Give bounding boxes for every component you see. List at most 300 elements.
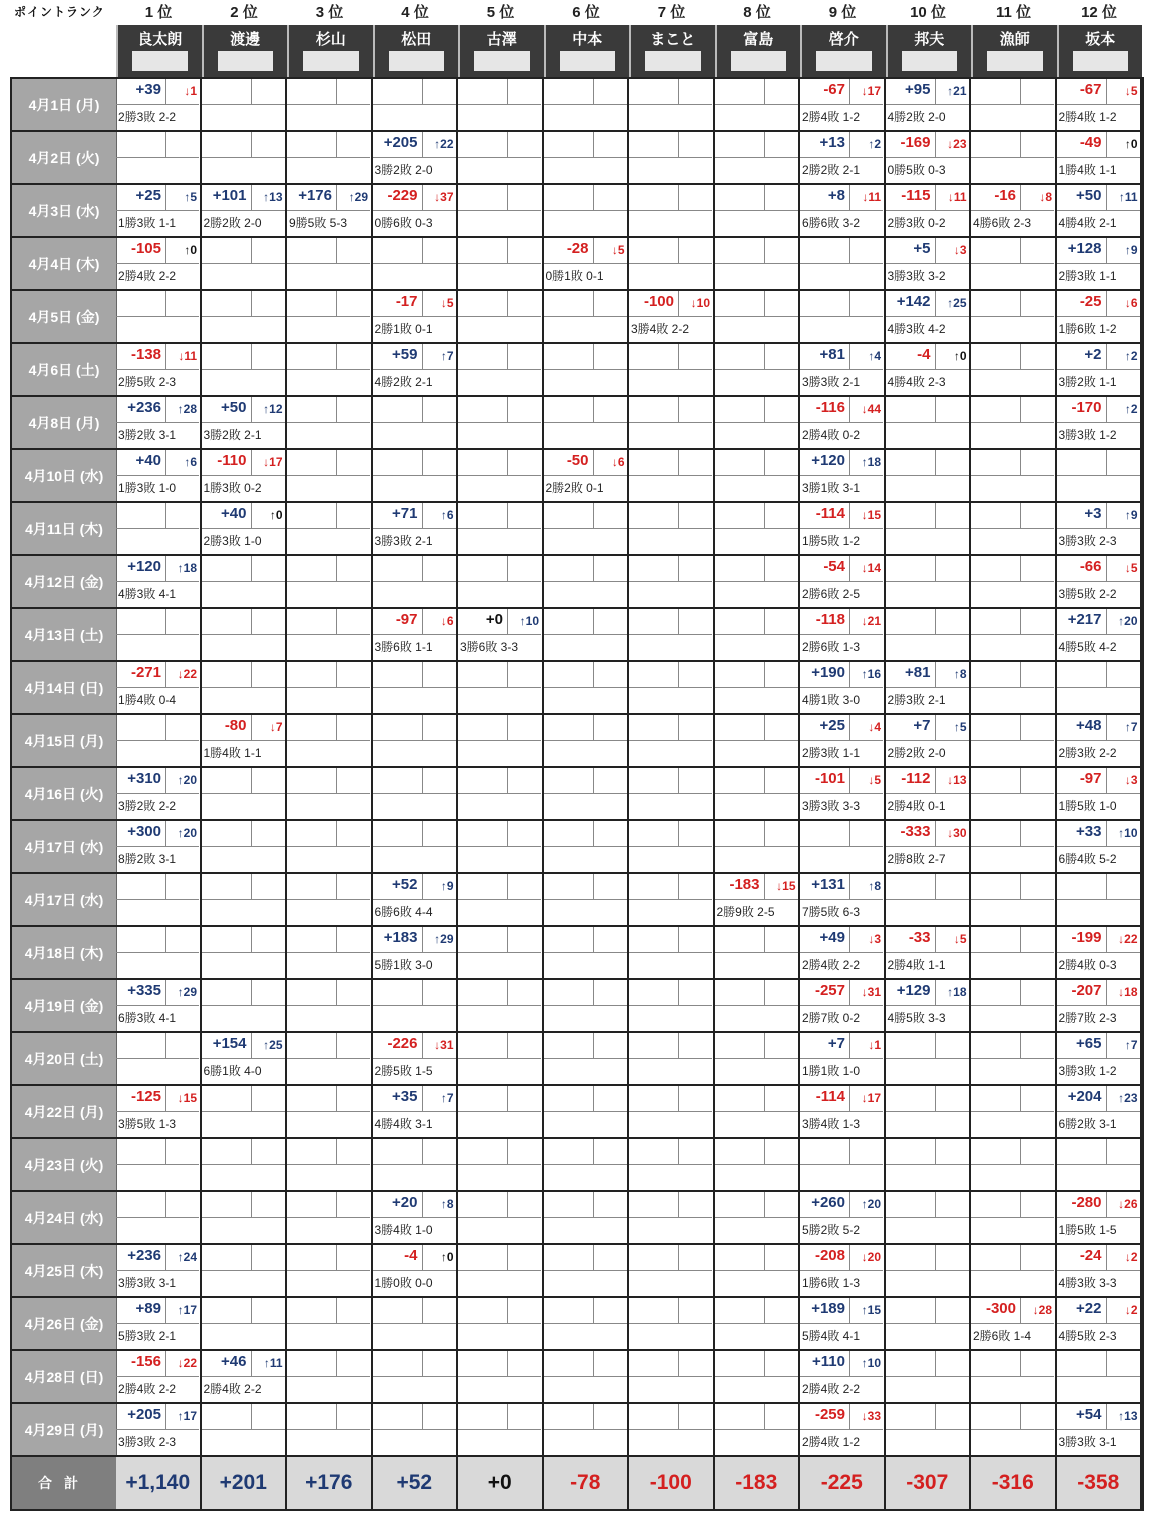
score-cell[interactable] [800, 291, 886, 342]
score-cell[interactable] [287, 1139, 373, 1190]
score-cell[interactable] [458, 238, 544, 289]
score-cell[interactable] [800, 556, 886, 607]
score-cell[interactable] [458, 291, 544, 342]
score-cell[interactable] [458, 980, 544, 1031]
score-cell[interactable] [971, 1086, 1057, 1137]
score-cell[interactable] [715, 556, 801, 607]
player-input-box[interactable] [474, 51, 530, 71]
score-cell[interactable] [373, 662, 459, 713]
score-cell[interactable] [458, 503, 544, 554]
score-cell[interactable] [287, 1245, 373, 1296]
score-cell[interactable] [971, 503, 1057, 554]
score-cell[interactable] [202, 1139, 288, 1190]
score-cell[interactable] [971, 1192, 1057, 1243]
score-cell[interactable] [971, 556, 1057, 607]
score-cell[interactable] [629, 1139, 715, 1190]
score-cell[interactable] [544, 556, 630, 607]
score-cell[interactable] [1057, 980, 1143, 1031]
score-cell[interactable] [373, 1192, 459, 1243]
score-cell[interactable] [629, 397, 715, 448]
score-cell[interactable] [971, 1404, 1057, 1455]
score-cell[interactable] [886, 556, 972, 607]
score-cell[interactable] [373, 1139, 459, 1190]
score-cell[interactable] [202, 1192, 288, 1243]
player-input-box[interactable] [987, 51, 1043, 71]
score-cell[interactable] [287, 662, 373, 713]
score-cell[interactable] [886, 450, 972, 501]
player-input-box[interactable] [816, 51, 872, 71]
score-cell[interactable] [287, 450, 373, 501]
score-cell[interactable] [1057, 556, 1143, 607]
score-cell[interactable] [886, 980, 972, 1031]
score-cell[interactable] [971, 397, 1057, 448]
score-cell[interactable] [202, 768, 288, 819]
score-cell[interactable] [886, 1404, 972, 1455]
score-cell[interactable] [116, 662, 202, 713]
score-cell[interactable] [287, 1351, 373, 1402]
score-cell[interactable] [202, 397, 288, 448]
score-cell[interactable] [715, 79, 801, 130]
player-input-box[interactable] [389, 51, 445, 71]
score-cell[interactable] [202, 1298, 288, 1349]
score-cell[interactable] [544, 1139, 630, 1190]
score-cell[interactable] [800, 715, 886, 766]
score-cell[interactable] [202, 1245, 288, 1296]
score-cell[interactable] [715, 344, 801, 395]
score-cell[interactable] [544, 185, 630, 236]
player-input-box[interactable] [731, 51, 787, 71]
score-cell[interactable] [1057, 821, 1143, 872]
score-cell[interactable] [202, 609, 288, 660]
score-cell[interactable] [544, 132, 630, 183]
score-cell[interactable] [800, 1351, 886, 1402]
score-cell[interactable] [202, 927, 288, 978]
score-cell[interactable] [373, 715, 459, 766]
score-cell[interactable] [544, 821, 630, 872]
score-cell[interactable] [116, 344, 202, 395]
score-cell[interactable] [1057, 1192, 1143, 1243]
score-cell[interactable] [715, 874, 801, 925]
score-cell[interactable] [116, 980, 202, 1031]
score-cell[interactable] [971, 1139, 1057, 1190]
score-cell[interactable] [373, 450, 459, 501]
score-cell[interactable] [287, 1086, 373, 1137]
score-cell[interactable] [629, 715, 715, 766]
score-cell[interactable] [544, 662, 630, 713]
score-cell[interactable] [971, 1298, 1057, 1349]
score-cell[interactable] [373, 821, 459, 872]
score-cell[interactable] [886, 1192, 972, 1243]
score-cell[interactable] [373, 980, 459, 1031]
score-cell[interactable] [800, 1298, 886, 1349]
score-cell[interactable] [800, 344, 886, 395]
score-cell[interactable] [886, 132, 972, 183]
score-cell[interactable] [202, 344, 288, 395]
score-cell[interactable] [886, 662, 972, 713]
score-cell[interactable] [373, 1298, 459, 1349]
score-cell[interactable] [629, 556, 715, 607]
score-cell[interactable] [116, 768, 202, 819]
score-cell[interactable] [544, 79, 630, 130]
score-cell[interactable] [971, 1351, 1057, 1402]
player-input-box[interactable] [645, 51, 701, 71]
score-cell[interactable] [715, 1033, 801, 1084]
score-cell[interactable] [971, 821, 1057, 872]
score-cell[interactable] [1057, 715, 1143, 766]
score-cell[interactable] [886, 1086, 972, 1137]
score-cell[interactable] [202, 874, 288, 925]
score-cell[interactable] [715, 768, 801, 819]
score-cell[interactable] [629, 662, 715, 713]
score-cell[interactable] [373, 397, 459, 448]
player-input-box[interactable] [902, 51, 958, 71]
score-cell[interactable] [800, 1033, 886, 1084]
score-cell[interactable] [629, 609, 715, 660]
score-cell[interactable] [116, 1404, 202, 1455]
score-cell[interactable] [116, 1033, 202, 1084]
score-cell[interactable] [373, 927, 459, 978]
score-cell[interactable] [544, 1245, 630, 1296]
score-cell[interactable] [287, 1033, 373, 1084]
score-cell[interactable] [458, 821, 544, 872]
score-cell[interactable] [116, 609, 202, 660]
score-cell[interactable] [116, 1086, 202, 1137]
score-cell[interactable] [544, 715, 630, 766]
score-cell[interactable] [629, 821, 715, 872]
score-cell[interactable] [800, 79, 886, 130]
score-cell[interactable] [202, 185, 288, 236]
score-cell[interactable] [458, 1245, 544, 1296]
score-cell[interactable] [1057, 291, 1143, 342]
score-cell[interactable] [458, 1298, 544, 1349]
score-cell[interactable] [373, 874, 459, 925]
score-cell[interactable] [971, 768, 1057, 819]
score-cell[interactable] [202, 291, 288, 342]
score-cell[interactable] [202, 1086, 288, 1137]
score-cell[interactable] [458, 132, 544, 183]
score-cell[interactable] [458, 1139, 544, 1190]
score-cell[interactable] [116, 874, 202, 925]
score-cell[interactable] [116, 132, 202, 183]
score-cell[interactable] [1057, 185, 1143, 236]
score-cell[interactable] [971, 980, 1057, 1031]
score-cell[interactable] [886, 1033, 972, 1084]
score-cell[interactable] [800, 821, 886, 872]
score-cell[interactable] [629, 1033, 715, 1084]
score-cell[interactable] [458, 1404, 544, 1455]
score-cell[interactable] [373, 291, 459, 342]
score-cell[interactable] [886, 1245, 972, 1296]
score-cell[interactable] [1057, 1404, 1143, 1455]
score-cell[interactable] [715, 1192, 801, 1243]
score-cell[interactable] [715, 132, 801, 183]
score-cell[interactable] [629, 238, 715, 289]
score-cell[interactable] [116, 1351, 202, 1402]
score-cell[interactable] [373, 344, 459, 395]
score-cell[interactable] [629, 1298, 715, 1349]
score-cell[interactable] [1057, 132, 1143, 183]
score-cell[interactable] [202, 79, 288, 130]
score-cell[interactable] [800, 1404, 886, 1455]
score-cell[interactable] [800, 503, 886, 554]
score-cell[interactable] [1057, 1298, 1143, 1349]
player-input-box[interactable] [1073, 51, 1129, 71]
score-cell[interactable] [715, 1404, 801, 1455]
score-cell[interactable] [886, 397, 972, 448]
score-cell[interactable] [544, 344, 630, 395]
score-cell[interactable] [202, 662, 288, 713]
score-cell[interactable] [116, 291, 202, 342]
score-cell[interactable] [373, 1086, 459, 1137]
score-cell[interactable] [373, 556, 459, 607]
score-cell[interactable] [800, 238, 886, 289]
score-cell[interactable] [971, 132, 1057, 183]
score-cell[interactable] [1057, 609, 1143, 660]
score-cell[interactable] [971, 1033, 1057, 1084]
score-cell[interactable] [287, 1404, 373, 1455]
score-cell[interactable] [287, 132, 373, 183]
score-cell[interactable] [800, 132, 886, 183]
score-cell[interactable] [886, 79, 972, 130]
score-cell[interactable] [544, 238, 630, 289]
score-cell[interactable] [1057, 503, 1143, 554]
score-cell[interactable] [629, 980, 715, 1031]
score-cell[interactable] [458, 927, 544, 978]
score-cell[interactable] [1057, 238, 1143, 289]
score-cell[interactable] [202, 715, 288, 766]
score-cell[interactable] [202, 556, 288, 607]
score-cell[interactable] [886, 715, 972, 766]
score-cell[interactable] [202, 238, 288, 289]
score-cell[interactable] [458, 768, 544, 819]
score-cell[interactable] [202, 980, 288, 1031]
score-cell[interactable] [886, 768, 972, 819]
score-cell[interactable] [458, 397, 544, 448]
score-cell[interactable] [544, 980, 630, 1031]
score-cell[interactable] [116, 927, 202, 978]
score-cell[interactable] [800, 768, 886, 819]
score-cell[interactable] [373, 1351, 459, 1402]
score-cell[interactable] [800, 927, 886, 978]
score-cell[interactable] [971, 874, 1057, 925]
score-cell[interactable] [1057, 79, 1143, 130]
score-cell[interactable] [800, 1139, 886, 1190]
score-cell[interactable] [886, 927, 972, 978]
score-cell[interactable] [886, 503, 972, 554]
score-cell[interactable] [116, 1192, 202, 1243]
score-cell[interactable] [629, 768, 715, 819]
score-cell[interactable] [458, 344, 544, 395]
score-cell[interactable] [287, 291, 373, 342]
score-cell[interactable] [202, 1404, 288, 1455]
score-cell[interactable] [1057, 874, 1143, 925]
score-cell[interactable] [1057, 662, 1143, 713]
score-cell[interactable] [715, 397, 801, 448]
score-cell[interactable] [202, 503, 288, 554]
score-cell[interactable] [373, 609, 459, 660]
score-cell[interactable] [971, 344, 1057, 395]
score-cell[interactable] [458, 715, 544, 766]
score-cell[interactable] [116, 238, 202, 289]
score-cell[interactable] [458, 556, 544, 607]
score-cell[interactable] [971, 238, 1057, 289]
score-cell[interactable] [629, 185, 715, 236]
score-cell[interactable] [202, 1033, 288, 1084]
score-cell[interactable] [886, 238, 972, 289]
score-cell[interactable] [971, 927, 1057, 978]
score-cell[interactable] [715, 927, 801, 978]
score-cell[interactable] [202, 450, 288, 501]
score-cell[interactable] [715, 238, 801, 289]
score-cell[interactable] [373, 768, 459, 819]
score-cell[interactable] [715, 1139, 801, 1190]
score-cell[interactable] [800, 662, 886, 713]
score-cell[interactable] [458, 1033, 544, 1084]
score-cell[interactable] [1057, 927, 1143, 978]
score-cell[interactable] [971, 185, 1057, 236]
score-cell[interactable] [971, 1245, 1057, 1296]
score-cell[interactable] [458, 450, 544, 501]
score-cell[interactable] [287, 927, 373, 978]
score-cell[interactable] [116, 397, 202, 448]
score-cell[interactable] [287, 1298, 373, 1349]
score-cell[interactable] [458, 609, 544, 660]
score-cell[interactable] [202, 132, 288, 183]
score-cell[interactable] [629, 132, 715, 183]
score-cell[interactable] [544, 1404, 630, 1455]
score-cell[interactable] [629, 1192, 715, 1243]
score-cell[interactable] [629, 927, 715, 978]
score-cell[interactable] [287, 980, 373, 1031]
score-cell[interactable] [373, 1404, 459, 1455]
score-cell[interactable] [629, 291, 715, 342]
score-cell[interactable] [287, 185, 373, 236]
score-cell[interactable] [629, 1086, 715, 1137]
score-cell[interactable] [715, 450, 801, 501]
score-cell[interactable] [116, 1139, 202, 1190]
score-cell[interactable] [629, 79, 715, 130]
score-cell[interactable] [629, 1404, 715, 1455]
score-cell[interactable] [458, 874, 544, 925]
score-cell[interactable] [1057, 1245, 1143, 1296]
score-cell[interactable] [715, 291, 801, 342]
score-cell[interactable] [1057, 1139, 1143, 1190]
score-cell[interactable] [971, 450, 1057, 501]
score-cell[interactable] [544, 450, 630, 501]
score-cell[interactable] [544, 927, 630, 978]
score-cell[interactable] [971, 291, 1057, 342]
score-cell[interactable] [458, 1192, 544, 1243]
score-cell[interactable] [287, 238, 373, 289]
score-cell[interactable] [800, 609, 886, 660]
score-cell[interactable] [886, 291, 972, 342]
score-cell[interactable] [629, 344, 715, 395]
score-cell[interactable] [1057, 450, 1143, 501]
player-input-box[interactable] [560, 51, 616, 71]
score-cell[interactable] [544, 609, 630, 660]
score-cell[interactable] [458, 1351, 544, 1402]
score-cell[interactable] [800, 980, 886, 1031]
score-cell[interactable] [544, 1298, 630, 1349]
score-cell[interactable] [800, 397, 886, 448]
score-cell[interactable] [715, 609, 801, 660]
score-cell[interactable] [971, 662, 1057, 713]
score-cell[interactable] [1057, 1351, 1143, 1402]
score-cell[interactable] [544, 503, 630, 554]
score-cell[interactable] [116, 1245, 202, 1296]
score-cell[interactable] [373, 503, 459, 554]
score-cell[interactable] [1057, 1033, 1143, 1084]
score-cell[interactable] [373, 185, 459, 236]
score-cell[interactable] [715, 715, 801, 766]
score-cell[interactable] [373, 238, 459, 289]
score-cell[interactable] [886, 344, 972, 395]
score-cell[interactable] [629, 1351, 715, 1402]
score-cell[interactable] [116, 185, 202, 236]
score-cell[interactable] [544, 397, 630, 448]
score-cell[interactable] [458, 1086, 544, 1137]
score-cell[interactable] [715, 1086, 801, 1137]
score-cell[interactable] [544, 1033, 630, 1084]
score-cell[interactable] [886, 821, 972, 872]
score-cell[interactable] [373, 132, 459, 183]
score-cell[interactable] [287, 874, 373, 925]
score-cell[interactable] [287, 397, 373, 448]
score-cell[interactable] [116, 821, 202, 872]
score-cell[interactable] [800, 185, 886, 236]
player-input-box[interactable] [303, 51, 359, 71]
score-cell[interactable] [287, 503, 373, 554]
score-cell[interactable] [629, 874, 715, 925]
score-cell[interactable] [1057, 1086, 1143, 1137]
score-cell[interactable] [971, 715, 1057, 766]
score-cell[interactable] [116, 556, 202, 607]
score-cell[interactable] [116, 715, 202, 766]
score-cell[interactable] [116, 450, 202, 501]
score-cell[interactable] [287, 79, 373, 130]
score-cell[interactable] [287, 768, 373, 819]
score-cell[interactable] [287, 556, 373, 607]
score-cell[interactable] [629, 1245, 715, 1296]
score-cell[interactable] [629, 450, 715, 501]
score-cell[interactable] [544, 1351, 630, 1402]
score-cell[interactable] [287, 344, 373, 395]
score-cell[interactable] [458, 185, 544, 236]
score-cell[interactable] [1057, 344, 1143, 395]
score-cell[interactable] [544, 1192, 630, 1243]
score-cell[interactable] [373, 1033, 459, 1084]
score-cell[interactable] [800, 450, 886, 501]
score-cell[interactable] [287, 821, 373, 872]
score-cell[interactable] [886, 874, 972, 925]
score-cell[interactable] [373, 1245, 459, 1296]
score-cell[interactable] [886, 1351, 972, 1402]
player-input-box[interactable] [132, 51, 188, 71]
score-cell[interactable] [1057, 397, 1143, 448]
score-cell[interactable] [715, 980, 801, 1031]
score-cell[interactable] [1057, 768, 1143, 819]
score-cell[interactable] [715, 821, 801, 872]
score-cell[interactable] [800, 874, 886, 925]
score-cell[interactable] [800, 1192, 886, 1243]
score-cell[interactable] [886, 185, 972, 236]
score-cell[interactable] [202, 1351, 288, 1402]
score-cell[interactable] [458, 662, 544, 713]
score-cell[interactable] [800, 1245, 886, 1296]
score-cell[interactable] [886, 609, 972, 660]
score-cell[interactable] [373, 79, 459, 130]
score-cell[interactable] [715, 185, 801, 236]
